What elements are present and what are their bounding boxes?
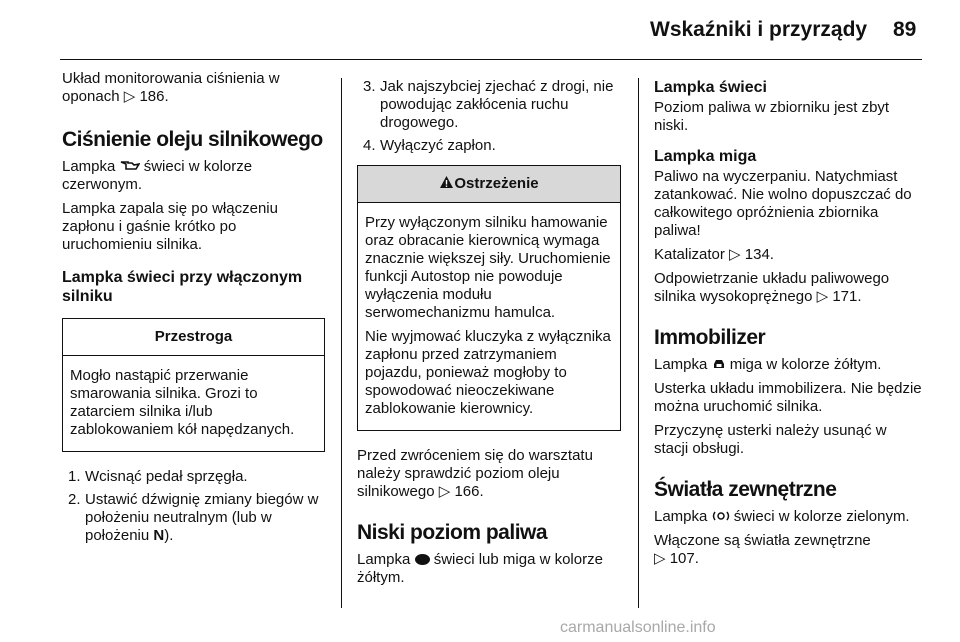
oil-lamp-text: Lampka xyxy=(62,158,116,175)
step-text: Wyłączyć zapłon. xyxy=(380,137,496,154)
page-title: Wskaźniki i przyrządy xyxy=(650,18,868,41)
intro-ref[interactable]: 186. xyxy=(139,88,169,105)
warning-text-1: Przy wyłączonym silniku hamowanie oraz obracanie kierownicą wymaga znacznie większej siły. Uruchomienie funkcji Autostop nie powoduje wyłączenia modułu serwomechanizmu hamulca. xyxy=(365,214,611,321)
catalyst-ref[interactable]: 134. xyxy=(744,246,774,263)
watermark: carmanualsonline.info xyxy=(560,619,716,636)
column-3 xyxy=(654,76,924,574)
caution-title: Przestroga xyxy=(63,319,324,356)
oil-pressure-heading: Ciśnienie oleju silnikowego xyxy=(62,128,323,151)
bleed-text: Odpowietrzanie układu paliwowego silnika wysokoprężnego xyxy=(654,270,890,305)
step-number: 4. xyxy=(363,137,376,154)
list-item xyxy=(357,78,622,132)
caution-text: Mogło nastąpić przerwanie smarowania silnika. Grozi to zatarciem silnika i/lub zablokowaniem kół napędzanych. xyxy=(70,367,295,438)
fuel-lamp-paragraph xyxy=(357,551,622,587)
engine-running-subheading: Lampka świeci przy włączonym silniku xyxy=(62,269,303,305)
step-text: Jak najszybciej zjechać z drogi, nie powodując zakłócenia ruchu drogowego. xyxy=(380,78,614,131)
column-2 xyxy=(357,78,622,593)
warning-title-bar xyxy=(358,166,620,203)
page-ref-arrow-icon: ▷ xyxy=(123,88,136,105)
steps-list-2 xyxy=(357,78,622,155)
column-divider-1 xyxy=(341,78,342,608)
lamp-lights-heading: Lampka świeci xyxy=(654,79,767,96)
exterior-lamp-text: Lampka xyxy=(654,508,708,525)
exterior-on-text: Włączone są światła zewnętrzne xyxy=(654,532,871,549)
immobilizer-lamp-text: Lampka xyxy=(654,356,708,373)
immobilizer-car-key-icon xyxy=(712,358,726,370)
caution-box xyxy=(62,318,325,452)
warning-text-2: Nie wyjmować kluczyka z wyłącznika zapłonu przed zatrzymaniem pojazdu, ponieważ mogłoby to spowodować nieoczekiwane zablokowanie kierownicy. xyxy=(365,328,611,417)
immobilizer-heading: Immobilizer xyxy=(654,326,766,349)
step-text: Ustawić dźwignię zmiany biegów w położeniu neutralnym (lub w położeniu xyxy=(85,491,319,544)
step-number: 1. xyxy=(68,468,81,485)
check-oil-paragraph xyxy=(357,447,622,501)
lamp-flashes-heading: Lampka miga xyxy=(654,148,757,165)
step-number: 3. xyxy=(363,78,376,95)
list-item xyxy=(357,137,622,155)
page-ref-arrow-icon: ▷ xyxy=(816,288,829,305)
steps-list-1 xyxy=(62,468,327,545)
warning-box xyxy=(357,165,621,431)
intro-paragraph xyxy=(62,70,327,106)
bleed-paragraph xyxy=(654,270,924,306)
bleed-ref[interactable]: 171. xyxy=(832,288,862,305)
intro-text: Układ monitorowania ciśnienia w oponach xyxy=(62,70,280,105)
immobilizer-fault-text: Usterka układu immobilizera. Nie będzie można uruchomić silnika. xyxy=(654,380,922,415)
page-ref-arrow-icon: ▷ xyxy=(654,550,666,567)
check-oil-text: Przed zwróceniem się do warsztatu należy sprawdzić poziom oleju silnikowego xyxy=(357,447,593,500)
exterior-ref[interactable]: 107. xyxy=(669,550,699,567)
oil-lamp-text-2: świeci w kolorze czerwonym. xyxy=(62,158,253,193)
lamp-flashes-text: Paliwo na wyczerpaniu. Natychmiast zatankować. Nie wolno dopuszczać do całkowitego opróżnienia zbiornika paliwa! xyxy=(654,168,912,239)
list-item xyxy=(62,468,327,486)
immobilizer-lamp-paragraph xyxy=(654,356,924,374)
oil-lamp-paragraph xyxy=(62,158,327,194)
page-ref-arrow-icon: ▷ xyxy=(729,246,741,263)
step-text: Wcisnąć pedał sprzęgła. xyxy=(85,468,248,485)
immobilizer-lamp-text-2: miga w kolorze żółtym. xyxy=(729,356,882,373)
lamp-lights-text: Poziom paliwa w zbiorniku jest zbyt niski. xyxy=(654,99,890,134)
exterior-lamp-text-2: świeci w kolorze zielonym. xyxy=(733,508,910,525)
exterior-on-paragraph xyxy=(654,532,924,568)
oil-lamp-info: Lampka zapala się po włączeniu zapłonu i gaśnie krótko po uruchomieniu silnika. xyxy=(62,200,278,253)
caution-body xyxy=(63,356,324,451)
column-1 xyxy=(62,70,327,550)
warning-title: Ostrzeżenie xyxy=(454,175,539,192)
catalyst-paragraph xyxy=(654,246,924,264)
catalyst-text: Katalizator xyxy=(654,246,725,263)
warning-icon xyxy=(439,175,454,189)
step-text-end: ). xyxy=(164,527,174,544)
low-fuel-heading: Niski poziom paliwa xyxy=(357,521,548,544)
page-ref-arrow-icon: ▷ xyxy=(438,483,451,500)
column-divider-2 xyxy=(638,78,639,608)
page-number: 89 xyxy=(893,18,917,41)
oil-can-icon xyxy=(120,159,140,171)
exterior-lights-icon xyxy=(712,510,730,522)
immobilizer-service-text: Przyczynę usterki należy usunąć w stacji obsługi. xyxy=(654,422,887,457)
fuel-lamp-text: Lampka xyxy=(357,551,411,568)
check-oil-ref[interactable]: 166. xyxy=(454,483,484,500)
exterior-lamp-paragraph xyxy=(654,508,924,526)
exterior-lights-heading: Światła zewnętrzne xyxy=(654,478,837,501)
fuel-lamp-icon xyxy=(415,554,430,565)
fuel-lamp-text-2: świeci lub miga w kolorze żółtym. xyxy=(357,551,603,586)
warning-body xyxy=(358,203,620,430)
header-rule xyxy=(60,59,922,60)
neutral-gear-label: N xyxy=(153,527,165,544)
list-item xyxy=(62,491,327,545)
step-number: 2. xyxy=(68,491,81,508)
